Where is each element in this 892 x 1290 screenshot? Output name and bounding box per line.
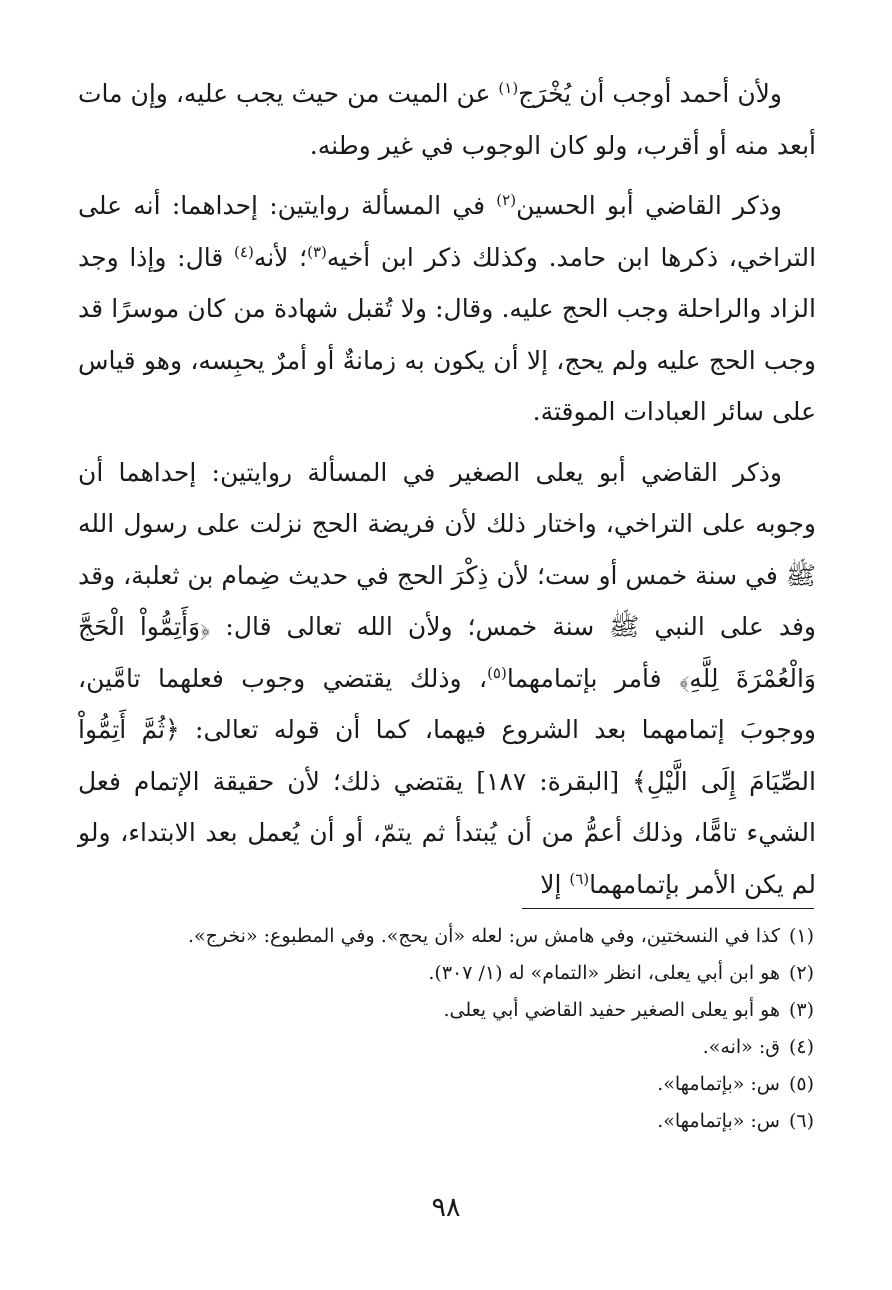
footnote-divider (522, 908, 814, 909)
footnote-item-3 (140, 992, 814, 1029)
footnote-number: (٢) (788, 962, 814, 984)
paragraph-2 (78, 180, 816, 438)
footnote-text: س: «بإتمامها». (657, 1073, 780, 1095)
footnote-marker-1[interactable]: (١) (498, 79, 519, 97)
footnote-marker-4[interactable]: (٤) (234, 242, 254, 261)
paragraph-2-text-d: قال: وإذا وجد الزاد والراحلة وجب الحج عليه. وقال: ولا تُقبل شهادة من كان موسرًا قد وجب الحج عليه ولم يحج، إلا أن يكون به زمانةٌ أو أمرٌ يحبِسه، وهو قياس على سائر العبادات الموقتة. (78, 242, 816, 426)
footnote-number: (٥) (788, 1073, 814, 1095)
footnote-text: هو أبو يعلى الصغير حفيد القاضي أبي يعلى. (443, 999, 780, 1021)
footnote-number: (٦) (788, 1110, 814, 1132)
footnote-text: هو ابن أبي يعلى، انظر «التمام» له (١/ ٣٠٧). (428, 962, 780, 984)
page-number: ٩٨ (431, 1192, 461, 1223)
paragraph-1 (78, 68, 816, 171)
footnote-text: ق: «انه». (702, 1036, 780, 1058)
footnote-item-4 (140, 1029, 814, 1066)
page-body (78, 68, 816, 910)
paragraph-3 (78, 447, 816, 911)
footnote-marker-2[interactable]: (٢) (496, 191, 517, 209)
paragraph-3-text-b: ، وذلك يقتضي وجوب فعلهما تامَّين، ووجوبَ إتمامهما بعد الشروع فيهما، كما أن قوله تعالى: ﴿ثُمَّ أَتِمُّواْ الصِّيَامَ إِلَى الَّيْلِ﴾ [البقرة: ١٨٧] يقتضي ذلك؛ لأن حقيقة الإتمام فعل الشيء تامًّا، وذلك أعمُّ من أن يُبتدأ ثم يتمّ، أو أن يُعمل بعد الابتداء، ولو لم يكن الأمر بإتمامهما (78, 663, 816, 899)
footnote-number: (٤) (788, 1036, 814, 1058)
footnote-item-5 (140, 1066, 814, 1103)
paragraph-3-text-a: وذكر القاضي أبو يعلى الصغير في المسألة روايتين: إحداهما أن وجوبه على التراخي، واختار ذلك لأن فريضة الحج نزلت على رسول الله ﷺ في سنة خمس أو ست؛ لأن ذِكْرَ الحج في حديث ضِمام بن ثعلبة، وقد وفد على النبي ﷺ سنة خمس؛ ولأن الله تعالى قال: ﴿وَأَتِمُّواْ الْحَجَّ وَالْعُمْرَةَ لِلَّهِ﴾ فأمر بإتمامهما (78, 457, 816, 693)
footnote-item-2 (140, 955, 814, 992)
footnote-marker-5[interactable]: (٥) (487, 663, 507, 682)
paragraph-1-text-a: ولأن أحمد أوجب أن يُخْرَج (518, 79, 783, 108)
footnote-marker-6[interactable]: (٦) (569, 869, 590, 888)
paragraph-2-text-a: وذكر القاضي أبو الحسين (516, 191, 783, 220)
paragraph-2-text-b: في المسألة روايتين: إحداهما: أنه على التراخي، ذكرها ابن حامد. وكذلك ذكر ابن أخيه (78, 191, 817, 272)
paragraph-2-text-c: ؛ لأنه (253, 242, 308, 272)
paragraph-1-text-b: عن الميت من حيث يجب عليه، وإن مات أبعد منه أو أقرب، ولو كان الوجوب في غير وطنه. (78, 79, 816, 160)
footnotes-list (140, 918, 814, 1140)
footnote-marker-3[interactable]: (٣) (307, 242, 327, 261)
paragraph-3-text-c: إلا (540, 869, 570, 899)
footnote-text: س: «بإتمامها». (657, 1110, 780, 1132)
footnote-number: (١) (788, 925, 814, 947)
footnote-text: كذا في النسختين، وفي هامش س: لعله «أن يحج». وفي المطبوع: «نخرج». (187, 925, 780, 947)
footnote-number: (٣) (788, 999, 814, 1021)
footnote-item-1 (140, 918, 814, 955)
footnote-item-6 (140, 1103, 814, 1140)
